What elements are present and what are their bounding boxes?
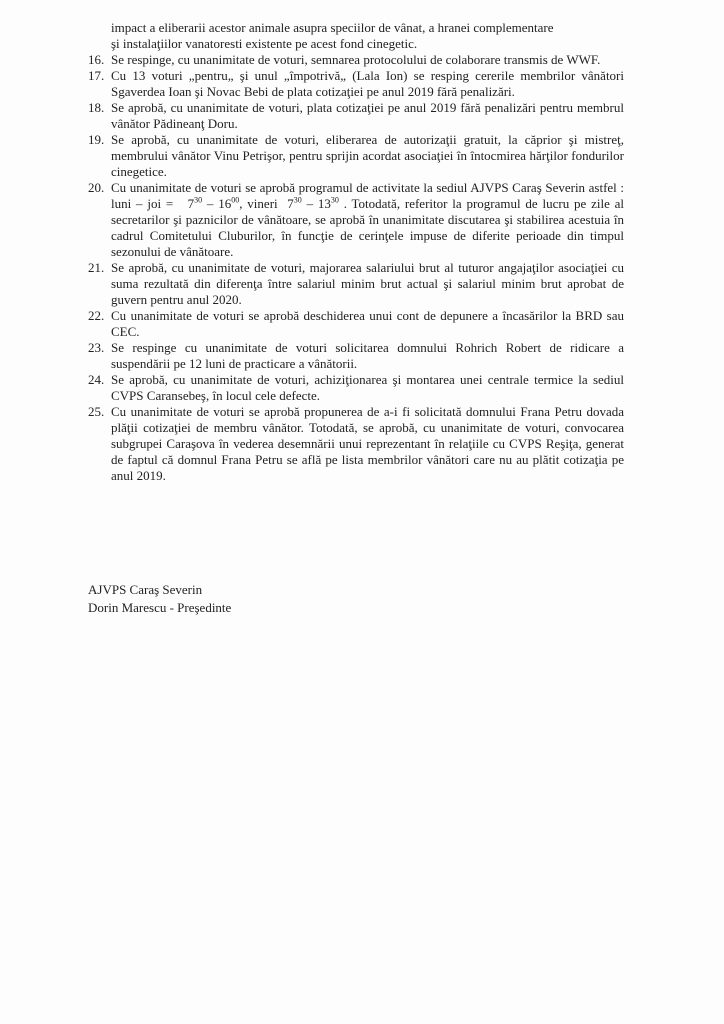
time-start-hour: 7 bbox=[187, 196, 195, 211]
item-20-part-2: , vineri bbox=[239, 196, 278, 211]
item-text bbox=[111, 180, 624, 260]
item-text: Se aprobă, cu unanimitate de voturi, plata cotizaţiei pe anul 2019 fără penalizări pentru membrul vânător Pădineanţ Doru. bbox=[111, 100, 624, 131]
item-text: Se respinge cu unanimitate de voturi solicitarea domnului Rohrich Robert de ridicare a suspendării pe 12 luni de practicare a vânătorii. bbox=[111, 340, 624, 371]
time-dash: – bbox=[202, 196, 219, 211]
time-end-hour: 16 bbox=[218, 196, 232, 211]
decision-item-16 bbox=[88, 52, 624, 68]
decision-item-22 bbox=[88, 308, 624, 340]
decision-item-18 bbox=[88, 100, 624, 132]
signature-name: Dorin Marescu - Preşedinte bbox=[88, 600, 232, 615]
intro-line-2: şi instalaţiilor vanatoresti existente pe acest fond cinegetic. bbox=[111, 36, 418, 51]
item-text: Se aprobă, cu unanimitate de voturi, eliberarea de autorizaţii gratuit, la căprior şi mistreţ, membrului vânător Vinu Petrişor, pentru sprijin acordat asociaţiei în întocmirea hărţilor fondurilor cinegetice. bbox=[111, 132, 624, 179]
item-text: Se respinge, cu unanimitate de voturi, semnarea protocolului de colaborare transmis de WWF. bbox=[111, 52, 601, 67]
friday-start-hour: 7 bbox=[287, 196, 294, 211]
intro-paragraph bbox=[111, 20, 624, 52]
item-text: Cu 13 voturi „pentru„ şi unul „împotrivă„ (Lala Ion) se resping cererile membrilor vânători Sgaverdea Ioan şi Novac Bebi de plata cotizaţiei pe anul 2019 fără penalizări. bbox=[111, 68, 624, 99]
time-start-minutes: 30 bbox=[194, 195, 203, 205]
signature-block bbox=[88, 581, 231, 617]
item-text: Se aprobă, cu unanimitate de voturi, majorarea salariului brut al tuturor angajaţilor asociaţiei cu suma rezultată din diferenţa între salariul minim brut actual şi salariul minim brut aprobat de guvern pentru anul 2020. bbox=[111, 260, 624, 307]
item-text: Cu unanimitate de voturi se aprobă propunerea de a-i fi solicitată domnului Frana Petru dovada plăţii cotizaţiei de membru vânător. Totodată, se aprobă, cu unanimitate de voturi, convocarea subgrupei Caraşova în vederea desemnării unui reprezentant în relaţiile cu CVPS Reşiţa, generat de faptul că domnul Frana Petru se află pe lista membrilor vânători care nu au plătit cotizaţia pe anul 2019. bbox=[111, 404, 624, 483]
item-number: 22. bbox=[88, 308, 105, 323]
item-number: 17. bbox=[88, 68, 105, 83]
document-body bbox=[88, 20, 624, 484]
item-text: Cu unanimitate de voturi se aprobă deschiderea unui cont de depunere a încasărilor la BRD sau CEC. bbox=[111, 308, 624, 339]
decision-item-19 bbox=[88, 132, 624, 180]
decision-item-21 bbox=[88, 260, 624, 308]
friday-end-hour: 13 bbox=[317, 196, 331, 211]
decision-item-23 bbox=[88, 340, 624, 372]
decision-item-25 bbox=[88, 404, 624, 484]
signature-organization: AJVPS Caraş Severin bbox=[88, 582, 203, 597]
item-number: 23. bbox=[88, 340, 105, 355]
item-number: 18. bbox=[88, 100, 105, 115]
decision-item-20 bbox=[88, 180, 624, 260]
item-number: 16. bbox=[88, 52, 105, 67]
decision-item-17 bbox=[88, 68, 624, 100]
time-end-minutes: 00 bbox=[231, 195, 240, 205]
item-20-part-1: Cu unanimitate de voturi se aprobă programul de activitate la sediul AJVPS Caraş Severin astfel : luni – joi = bbox=[111, 180, 624, 211]
item-number: 20. bbox=[88, 180, 105, 195]
item-number: 24. bbox=[88, 372, 105, 387]
intro-line-1: impact a eliberarii acestor animale asupra speciilor de vânat, a hranei complementare bbox=[111, 20, 554, 35]
time-dash: – bbox=[301, 196, 318, 211]
friday-end-minutes: 30 bbox=[330, 195, 339, 205]
item-number: 21. bbox=[88, 260, 105, 275]
item-number: 19. bbox=[88, 132, 105, 147]
decision-item-24 bbox=[88, 372, 624, 404]
item-text: Se aprobă, cu unanimitate de voturi, achiziţionarea şi montarea unei centrale termice la sediul CVPS Caransebeş, în locul cele defecte. bbox=[111, 372, 624, 403]
item-number: 25. bbox=[88, 404, 105, 419]
friday-start-minutes: 30 bbox=[293, 195, 302, 205]
item-20-part-3: . Totodată, referitor la programul de lucru pe zile al secretarilor şi paznicilor de vânătoare, se aprobă în unanimitate discutarea şi stabilirea acestuia în cadrul Comitetului Cluburilor, în funcţie de cerinţele impuse de diferite perioade din timpul sezonului de vânătoare. bbox=[111, 196, 625, 259]
